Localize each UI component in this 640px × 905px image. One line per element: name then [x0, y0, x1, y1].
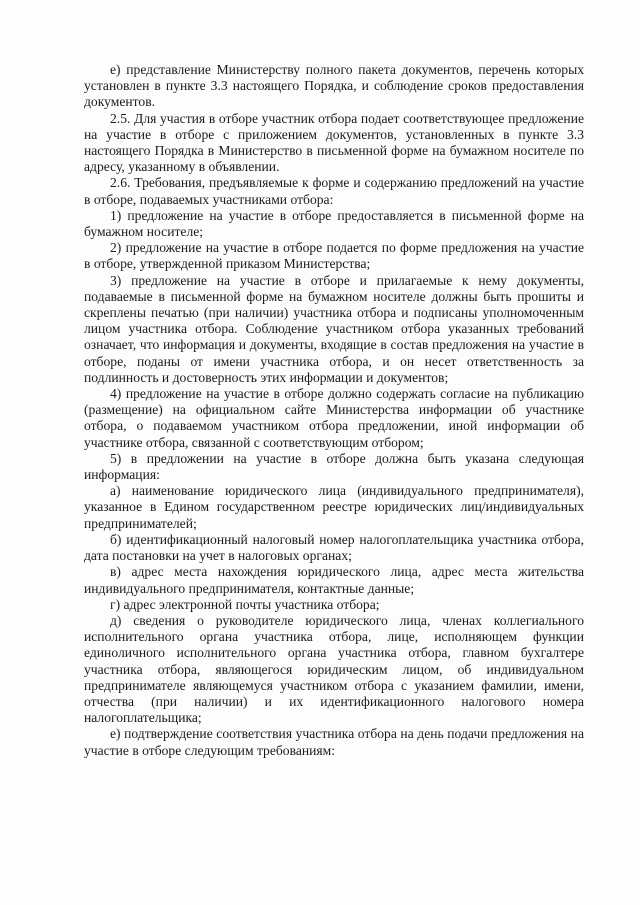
list-item-5: 5) в предложении на участие в отборе должна быть указана следующая информация: — [84, 450, 584, 483]
list-item-2: 2) предложение на участие в отборе подается по форме предложения на участие в отборе, утвержденной приказом Министерства; — [84, 240, 584, 272]
list-item-1: 1) предложение на участие в отборе предоставляется в письменной форме на бумажном носителе; — [84, 207, 584, 240]
sub-item-g: г) адрес электронной почты участника отбора; — [110, 596, 380, 612]
document-body — [84, 62, 584, 759]
list-item-4: 4) предложение на участие в отборе должно содержать согласие на публикацию (размещение) на официальном сайте Министерства информации об участнике отбора, о подаваемом участником отбора предложении, иной информации об участнике отбора, связанной с соответствующим отбором; — [84, 386, 584, 450]
sub-item-e: е) подтверждение соответствия участника отбора на день подачи предложения на участие в отборе следующим требованиям: — [84, 726, 584, 758]
sub-item-a: а) наименование юридического лица (индивидуального предпринимателя), указанное в Едином государственном реестре юридических лиц/индивидуальных предпринимателей; — [84, 483, 584, 531]
paragraph-e-documents: е) представление Министерству полного пакета документов, перечень которых установлен в пункте 3.3 настоящего Порядка, и соблюдение сроков предоставления документов. — [84, 62, 584, 110]
paragraph-2-5: 2.5. Для участия в отборе участник отбора подает соответствующее предложение на участие в отборе с приложением документов, установленных в пункте 3.3 настоящего Порядка в Министерство в письменной форме на бумажном носителе по адресу, указанному в объявлении. — [84, 110, 584, 175]
paragraph-2-6: 2.6. Требования, предъявляемые к форме и содержанию предложений на участие в отборе, подаваемых участниками отбора: — [84, 175, 584, 207]
sub-item-v: в) адрес места нахождения юридического лица, адрес места жительства индивидуального предпринимателя, контактные данные; — [84, 564, 584, 596]
sub-item-b: б) идентификационный налоговый номер налогоплательщика участника отбора, дата постановки на учет в налоговых органах; — [84, 531, 584, 564]
sub-item-d: д) сведения о руководителе юридического лица, членах коллегиального исполнительного органа участника отбора, лице, исполняющем функции единоличного исполнительного органа участника отбора, главном бухгалтере участника отбора, являющегося юридическим лицом, об индивидуальном предпринимателе являющемуся участником отбора с указанием фамилии, имени, отчества (при наличии) и их идентификационного налогового номера налогоплательщика; — [84, 612, 584, 726]
list-item-3: 3) предложение на участие в отборе и прилагаемые к нему документы, подаваемые в письменной форме на бумажном носителе должны быть прошиты и скреплены печатью (при наличии) участника отбора и подписаны уполномоченным лицом участника отбора. Соблюдение участником отбора указанных требований означает, что информация и документы, входящие в состав предложения на участие в отборе, поданы от имени участника отбора, и он несет ответственность за подлинность и достоверность этих информации и документов; — [84, 272, 584, 385]
